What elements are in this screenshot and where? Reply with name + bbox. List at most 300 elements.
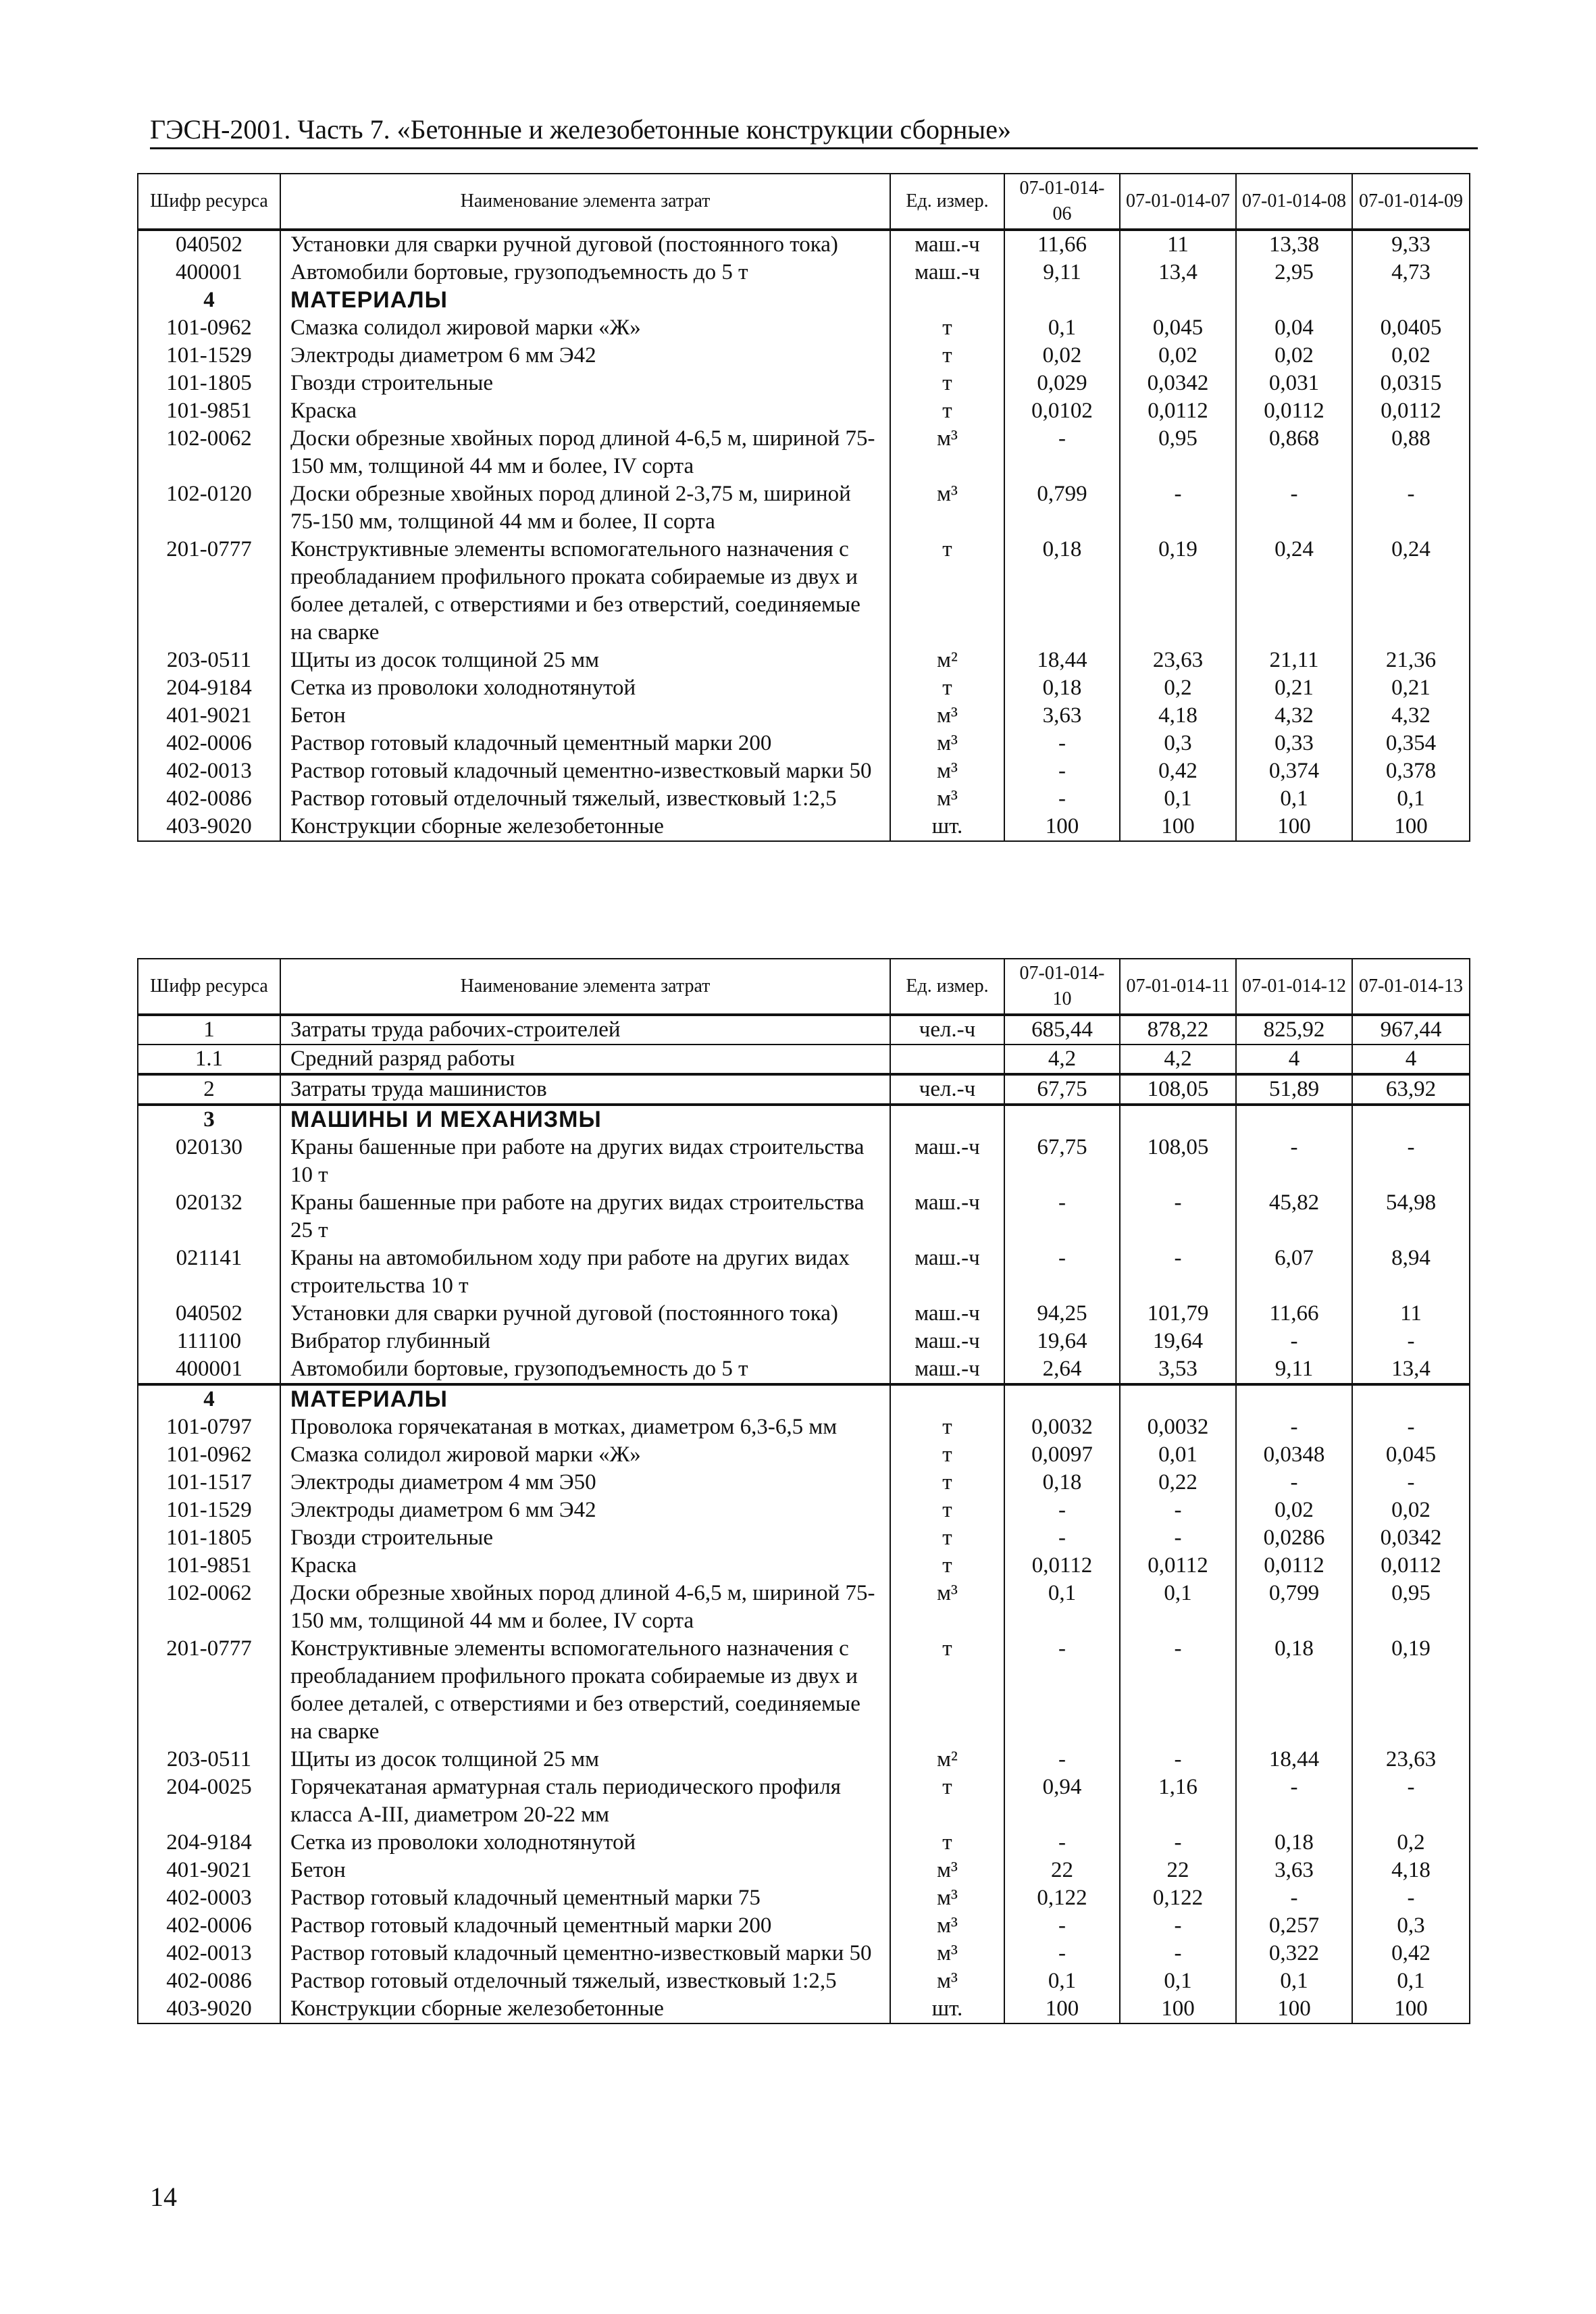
resource-code-cell: 102-0062 [138,1580,280,1635]
table-row [138,674,1470,702]
resource-code-cell: 101-1805 [138,1524,280,1552]
norm-value-cell: 0,94 [1004,1774,1120,1829]
resource-code-cell: 400001 [138,1355,280,1384]
norm-value-cell: 0,122 [1120,1884,1236,1912]
unit-cell: м³ [890,1857,1004,1884]
norm-value-cell: 9,33 [1352,230,1470,259]
norm-value-cell: 0,19 [1352,1635,1470,1746]
norm-value-cell: 3,63 [1004,702,1120,730]
norm-value-cell: - [1004,1940,1120,1967]
resource-name-cell: Горячекатаная арматурная сталь периодического профиля класса А-III, диаметром 20-22 мм [280,1774,890,1829]
norm-value-cell: 0,868 [1236,425,1352,480]
column-header-norm: 07-01-014-09 [1352,174,1470,230]
norm-value-cell: 4,2 [1120,1045,1236,1074]
norm-value-cell: - [1352,1413,1470,1441]
unit-cell: т [890,1524,1004,1552]
norm-value-cell: 0,95 [1352,1580,1470,1635]
norm-value-cell: 22 [1004,1857,1120,1884]
table-row [138,1829,1470,1857]
norm-value-cell: - [1004,1635,1120,1746]
resource-code-cell: 403-9020 [138,1995,280,2023]
resource-code-cell: 203-0511 [138,1746,280,1774]
norm-value-cell: 11,66 [1236,1300,1352,1328]
resource-code-cell: 101-0797 [138,1413,280,1441]
resource-code-cell: 020132 [138,1189,280,1244]
column-header-code: Шифр ресурса [138,959,280,1015]
norm-value-cell: 0,21 [1352,674,1470,702]
table-row [138,480,1470,536]
norm-value-cell: 0,42 [1352,1940,1470,1967]
resource-code-cell: 403-9020 [138,813,280,841]
unit-cell: т [890,342,1004,370]
table-row [138,1524,1470,1552]
norm-value-cell [1120,1384,1236,1413]
unit-cell [890,1105,1004,1134]
table-row [138,1884,1470,1912]
norm-value-cell: 0,3 [1352,1912,1470,1940]
norm-value-cell: - [1004,1244,1120,1300]
resource-code-cell: 101-1529 [138,342,280,370]
unit-cell [890,1045,1004,1074]
table-row [138,536,1470,647]
norm-value-cell: 6,07 [1236,1244,1352,1300]
table-row [138,702,1470,730]
table-row [138,1441,1470,1469]
column-header-norm: 07-01-014-13 [1352,959,1470,1015]
norm-value-cell: 0,04 [1236,314,1352,342]
unit-cell: маш.-ч [890,259,1004,286]
norm-value-cell: 67,75 [1004,1134,1120,1189]
table-row [138,1074,1470,1105]
table-row [138,425,1470,480]
resource-code-cell: 020130 [138,1134,280,1189]
table-body [138,1015,1470,2023]
norm-value-cell: 4,18 [1352,1857,1470,1884]
norm-value-cell: 4,18 [1120,702,1236,730]
resource-name-cell: Краны башенные при работе на других видах строительства 10 т [280,1134,890,1189]
norm-value-cell: - [1120,1912,1236,1940]
norm-value-cell: 0,1 [1120,785,1236,813]
resource-table-2 [137,958,1470,2024]
unit-cell: т [890,1413,1004,1441]
table-row [138,314,1470,342]
norm-value-cell: 0,0405 [1352,314,1470,342]
resource-code-cell: 203-0511 [138,647,280,674]
resource-name-cell: Сетка из проволоки холоднотянутой [280,674,890,702]
resource-code-cell: 204-9184 [138,674,280,702]
norm-value-cell: 0,0342 [1120,370,1236,397]
resource-name-cell: Конструктивные элементы вспомогательного назначения с преобладанием профильного проката собираемые из двух и более деталей, с отверстиями и без отверстий, соединяемые на сварке [280,536,890,647]
resource-code-cell: 101-0962 [138,1441,280,1469]
resource-name-cell: Бетон [280,702,890,730]
resource-name-cell: Гвозди строительные [280,1524,890,1552]
resource-name-cell: Электроды диаметром 6 мм Э42 [280,1496,890,1524]
table-row [138,342,1470,370]
norm-value-cell: 0,1 [1352,1967,1470,1995]
column-header-norm: 07-01-014-06 [1004,174,1120,230]
header-rule [150,147,1478,149]
table-row [138,1469,1470,1496]
resource-name-cell: Смазка солидол жировой марки «Ж» [280,1441,890,1469]
norm-value-cell: - [1236,480,1352,536]
norm-value-cell: - [1004,785,1120,813]
norm-value-cell [1004,286,1120,314]
resource-code-cell: 3 [138,1105,280,1134]
table-row [138,397,1470,425]
column-header-unit: Ед. измер. [890,174,1004,230]
section-row [138,286,1470,314]
table-header-row [138,959,1470,1015]
resource-code-cell: 101-0962 [138,314,280,342]
unit-cell: маш.-ч [890,1328,1004,1355]
resource-name-cell: Доски обрезные хвойных пород длиной 2-3,75 м, шириной 75-150 мм, толщиной 44 мм и более, II сорта [280,480,890,536]
resource-name-cell: Раствор готовый кладочный цементный марки 200 [280,1912,890,1940]
resource-name-cell: Установки для сварки ручной дуговой (постоянного тока) [280,230,890,259]
norm-value-cell: 0,18 [1004,536,1120,647]
resource-name-cell: Доски обрезные хвойных пород длиной 4-6,5 м, шириной 75-150 мм, толщиной 44 мм и более, IV сорта [280,1580,890,1635]
unit-cell: т [890,1774,1004,1829]
unit-cell: м² [890,1746,1004,1774]
norm-value-cell: 0,0286 [1236,1524,1352,1552]
resource-code-cell: 4 [138,1384,280,1413]
resource-name-cell: Электроды диаметром 4 мм Э50 [280,1469,890,1496]
norm-value-cell: - [1236,1134,1352,1189]
resource-name-cell: Щиты из досок толщиной 25 мм [280,647,890,674]
norm-value-cell: 0,0112 [1236,1552,1352,1580]
norm-value-cell: 0,2 [1120,674,1236,702]
resource-code-cell: 401-9021 [138,1857,280,1884]
norm-value-cell [1236,286,1352,314]
resource-name-cell: МАШИНЫ И МЕХАНИЗМЫ [280,1105,890,1134]
resource-code-cell: 101-9851 [138,1552,280,1580]
resource-name-cell: Смазка солидол жировой марки «Ж» [280,314,890,342]
norm-value-cell: 18,44 [1004,647,1120,674]
norm-value-cell: 21,36 [1352,647,1470,674]
norm-value-cell: 100 [1120,1995,1236,2023]
unit-cell: м³ [890,702,1004,730]
norm-value-cell: - [1352,1884,1470,1912]
norm-value-cell: 3,63 [1236,1857,1352,1884]
column-header-name: Наименование элемента затрат [280,174,890,230]
norm-value-cell: 1,16 [1120,1774,1236,1829]
norm-value-cell: 100 [1120,813,1236,841]
norm-value-cell: 0,1 [1236,785,1352,813]
norm-value-cell: 0,0112 [1120,1552,1236,1580]
table-body [138,230,1470,841]
norm-value-cell: - [1004,1496,1120,1524]
resource-code-cell: 101-9851 [138,397,280,425]
unit-cell: т [890,1829,1004,1857]
unit-cell: чел.-ч [890,1015,1004,1045]
norm-value-cell: 0,18 [1236,1829,1352,1857]
norm-value-cell: 11,66 [1004,230,1120,259]
norm-value-cell: 0,95 [1120,425,1236,480]
unit-cell: м³ [890,730,1004,757]
norm-value-cell: 100 [1236,1995,1352,2023]
norm-value-cell: 19,64 [1120,1328,1236,1355]
table-row [138,1328,1470,1355]
table-row [138,730,1470,757]
unit-cell: т [890,1469,1004,1496]
table-row [138,813,1470,841]
resource-code-cell: 401-9021 [138,702,280,730]
norm-value-cell: 0,354 [1352,730,1470,757]
norm-value-cell: 0,88 [1352,425,1470,480]
norm-value-cell: 0,799 [1236,1580,1352,1635]
norm-value-cell: - [1352,1134,1470,1189]
column-header-norm: 07-01-014-10 [1004,959,1120,1015]
norm-value-cell: 0,0032 [1004,1413,1120,1441]
table-row [138,1552,1470,1580]
resource-name-cell: Раствор готовый отделочный тяжелый, известковый 1:2,5 [280,1967,890,1995]
resource-code-cell: 402-0013 [138,757,280,785]
norm-value-cell: - [1236,1328,1352,1355]
resource-name-cell: Раствор готовый кладочный цементный марки 75 [280,1884,890,1912]
column-header-name: Наименование элемента затрат [280,959,890,1015]
norm-value-cell: 2,95 [1236,259,1352,286]
norm-value-cell: 825,92 [1236,1015,1352,1045]
norm-value-cell: 101,79 [1120,1300,1236,1328]
section-row [138,1105,1470,1134]
norm-value-cell: 4,32 [1352,702,1470,730]
column-header-norm: 07-01-014-08 [1236,174,1352,230]
unit-cell: т [890,1441,1004,1469]
unit-cell: м³ [890,1940,1004,1967]
table-row [138,259,1470,286]
norm-value-cell: - [1004,1746,1120,1774]
resource-name-cell: Гвозди строительные [280,370,890,397]
table-row [138,230,1470,259]
table-row [138,1746,1470,1774]
norm-value-cell: 0,18 [1004,1469,1120,1496]
resource-code-cell: 102-0062 [138,425,280,480]
resource-code-cell: 402-0006 [138,1912,280,1940]
norm-value-cell: 21,11 [1236,647,1352,674]
norm-value-cell [1004,1384,1120,1413]
norm-value-cell: 0,21 [1236,674,1352,702]
norm-value-cell: 0,799 [1004,480,1120,536]
page-number: 14 [150,2182,177,2212]
norm-value-cell: 54,98 [1352,1189,1470,1244]
norm-value-cell: 0,1 [1004,1967,1120,1995]
resource-code-cell: 2 [138,1074,280,1105]
resource-code-cell: 402-0006 [138,730,280,757]
resource-name-cell: Установки для сварки ручной дуговой (постоянного тока) [280,1300,890,1328]
norm-value-cell: 4,2 [1004,1045,1120,1074]
norm-value-cell: 13,4 [1120,259,1236,286]
norm-value-cell: 0,24 [1236,536,1352,647]
norm-value-cell: 0,122 [1004,1884,1120,1912]
resource-name-cell: Доски обрезные хвойных пород длиной 4-6,5 м, шириной 75-150 мм, толщиной 44 мм и более, IV сорта [280,425,890,480]
unit-cell: м³ [890,1884,1004,1912]
column-header-norm: 07-01-014-07 [1120,174,1236,230]
norm-value-cell [1120,286,1236,314]
norm-value-cell: 0,0112 [1120,397,1236,425]
unit-cell [890,1384,1004,1413]
resource-table-1 [137,173,1470,842]
norm-value-cell: 0,02 [1352,1496,1470,1524]
norm-value-cell: - [1004,757,1120,785]
unit-cell: т [890,674,1004,702]
resource-code-cell: 101-1529 [138,1496,280,1524]
unit-cell: чел.-ч [890,1074,1004,1105]
resource-code-cell: 101-1805 [138,370,280,397]
norm-value-cell: - [1004,1189,1120,1244]
norm-value-cell: 0,374 [1236,757,1352,785]
norm-value-cell: 9,11 [1004,259,1120,286]
norm-value-cell: - [1236,1774,1352,1829]
table-row [138,1413,1470,1441]
norm-value-cell: 0,2 [1352,1829,1470,1857]
norm-value-cell: 22 [1120,1857,1236,1884]
resource-name-cell: Краны башенные при работе на других видах строительства 25 т [280,1189,890,1244]
norm-value-cell: 0,0097 [1004,1441,1120,1469]
norm-value-cell: 2,64 [1004,1355,1120,1384]
norm-value-cell: 0,18 [1004,674,1120,702]
table-row [138,1134,1470,1189]
norm-value-cell: 0,0102 [1004,397,1120,425]
norm-value-cell: 0,0112 [1236,397,1352,425]
norm-value-cell: 108,05 [1120,1074,1236,1105]
table-row [138,1912,1470,1940]
norm-value-cell: 13,4 [1352,1355,1470,1384]
table-row [138,1244,1470,1300]
column-header-norm: 07-01-014-11 [1120,959,1236,1015]
norm-value-cell: 18,44 [1236,1746,1352,1774]
unit-cell: т [890,1635,1004,1746]
resource-code-cell: 204-0025 [138,1774,280,1829]
norm-value-cell: - [1352,480,1470,536]
unit-cell: м³ [890,480,1004,536]
resource-code-cell: 201-0777 [138,1635,280,1746]
norm-value-cell: 0,0112 [1352,397,1470,425]
resource-name-cell: МАТЕРИАЛЫ [280,286,890,314]
norm-value-cell: - [1352,1469,1470,1496]
unit-cell [890,286,1004,314]
norm-value-cell: 4 [1352,1045,1470,1074]
unit-cell: т [890,370,1004,397]
table-row [138,1189,1470,1244]
resource-name-cell: Бетон [280,1857,890,1884]
norm-value-cell: 0,02 [1236,342,1352,370]
unit-cell: м³ [890,1967,1004,1995]
resource-code-cell: 402-0003 [138,1884,280,1912]
table-row [138,785,1470,813]
norm-value-cell: 0,1 [1352,785,1470,813]
resource-name-cell: Проволока горячекатаная в мотках, диаметром 6,3-6,5 мм [280,1413,890,1441]
norm-value-cell: 45,82 [1236,1189,1352,1244]
norm-value-cell: 8,94 [1352,1244,1470,1300]
table-header-row [138,174,1470,230]
norm-value-cell: 0,02 [1236,1496,1352,1524]
norm-value-cell: - [1120,1940,1236,1967]
norm-value-cell: 0,257 [1236,1912,1352,1940]
table-row [138,1857,1470,1884]
norm-value-cell: 0,0348 [1236,1441,1352,1469]
unit-cell: м³ [890,1580,1004,1635]
table-row [138,1355,1470,1384]
norm-value-cell: 100 [1352,1995,1470,2023]
norm-value-cell: 11 [1352,1300,1470,1328]
norm-value-cell: - [1236,1413,1352,1441]
norm-value-cell: 9,11 [1236,1355,1352,1384]
norm-value-cell: 0,0032 [1120,1413,1236,1441]
norm-value-cell: 0,22 [1120,1469,1236,1496]
resource-code-cell: 021141 [138,1244,280,1300]
resource-code-cell: 402-0086 [138,785,280,813]
norm-value-cell: 0,18 [1236,1635,1352,1746]
resource-name-cell: МАТЕРИАЛЫ [280,1384,890,1413]
norm-value-cell: 685,44 [1004,1015,1120,1045]
norm-value-cell: 51,89 [1236,1074,1352,1105]
resource-code-cell: 402-0086 [138,1967,280,1995]
resource-name-cell: Средний разряд работы [280,1045,890,1074]
norm-value-cell [1004,1105,1120,1134]
resource-code-cell: 1 [138,1015,280,1045]
unit-cell: маш.-ч [890,1189,1004,1244]
norm-value-cell: 108,05 [1120,1134,1236,1189]
norm-value-cell: 100 [1004,1995,1120,2023]
norm-value-cell: 0,42 [1120,757,1236,785]
norm-value-cell: - [1236,1469,1352,1496]
unit-cell: т [890,314,1004,342]
resource-name-cell: Автомобили бортовые, грузоподъемность до 5 т [280,1355,890,1384]
resource-name-cell: Затраты труда машинистов [280,1074,890,1105]
norm-value-cell: 0,3 [1120,730,1236,757]
norm-value-cell: - [1120,480,1236,536]
norm-value-cell: 4,73 [1352,259,1470,286]
unit-cell: м³ [890,757,1004,785]
norm-value-cell: 0,02 [1004,342,1120,370]
resource-name-cell: Затраты труда рабочих-строителей [280,1015,890,1045]
norm-value-cell: 11 [1120,230,1236,259]
norm-value-cell: 94,25 [1004,1300,1120,1328]
unit-cell: шт. [890,813,1004,841]
unit-cell: т [890,397,1004,425]
norm-value-cell: 0,0112 [1004,1552,1120,1580]
norm-value-cell: - [1120,1746,1236,1774]
table-row [138,757,1470,785]
norm-value-cell [1352,1105,1470,1134]
resource-code-cell: 040502 [138,1300,280,1328]
norm-value-cell: 0,031 [1236,370,1352,397]
norm-value-cell: 0,045 [1352,1441,1470,1469]
norm-value-cell: - [1120,1829,1236,1857]
norm-value-cell: - [1120,1496,1236,1524]
norm-value-cell: 0,33 [1236,730,1352,757]
norm-value-cell: 0,045 [1120,314,1236,342]
norm-value-cell: - [1352,1774,1470,1829]
norm-value-cell: 0,01 [1120,1441,1236,1469]
unit-cell: маш.-ч [890,1134,1004,1189]
norm-value-cell: 0,02 [1120,342,1236,370]
resource-code-cell: 400001 [138,259,280,286]
table-row [138,1967,1470,1995]
norm-value-cell: 23,63 [1120,647,1236,674]
norm-value-cell: 100 [1004,813,1120,841]
norm-value-cell: - [1004,730,1120,757]
norm-value-cell: - [1120,1524,1236,1552]
table-row [138,1300,1470,1328]
unit-cell: м² [890,647,1004,674]
table-row [138,1995,1470,2023]
norm-value-cell: 0,0342 [1352,1524,1470,1552]
norm-value-cell [1352,286,1470,314]
norm-value-cell: 0,029 [1004,370,1120,397]
resource-code-cell: 1.1 [138,1045,280,1074]
norm-value-cell [1120,1105,1236,1134]
resource-name-cell: Раствор готовый кладочный цементно-известковый марки 50 [280,757,890,785]
